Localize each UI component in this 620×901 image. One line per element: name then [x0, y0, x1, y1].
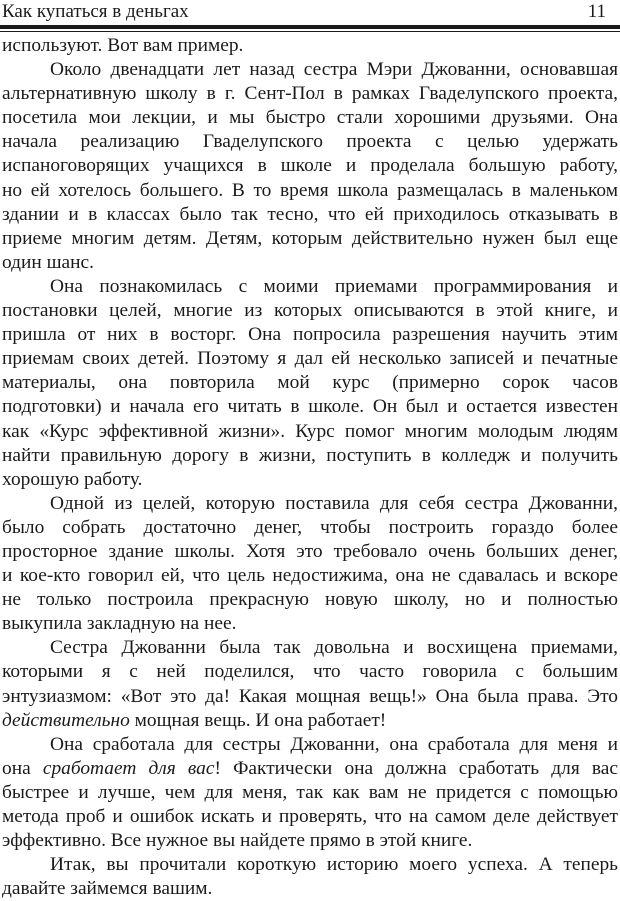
- text-line: Она сработала для сестры Джованни, она сработала для меня и: [50, 733, 618, 755]
- text-line: приемам своих детей. Поэтому я дал ей несколько записей и печатные: [2, 348, 618, 370]
- text-line: метода проб и ошибок искать и проверять, что на самом деле действует: [2, 806, 618, 827]
- text-line: испаноговорящих учащихся в школе и проделала большую работу,: [2, 155, 618, 177]
- emphasis-text: действительно: [2, 709, 130, 731]
- paragraph: [2, 58, 618, 275]
- text-fragment: мощная вещь. И она работает!: [129, 709, 387, 731]
- text-fragment: она: [2, 757, 43, 779]
- text-line: Итак, вы прочитали короткую историю моего успеха. А теперь: [50, 854, 618, 876]
- text-line: приеме многим детям. Детям, которым действительно нужен был еще: [2, 227, 618, 249]
- text-line: как «Курс эффективной жизни». Курс помог многим молодым людям: [2, 420, 618, 442]
- text-line: [2, 757, 618, 781]
- text-line: давайте займемся вашим.: [2, 878, 213, 900]
- text-line: подготовки) и начала его читать в школе. Он был и остается известен: [2, 396, 618, 418]
- text-line: [2, 709, 618, 733]
- text-line: посетила мои лекции, и мы быстро стали хорошими друзьями. Она: [2, 107, 618, 129]
- emphasis-text: сработает для вас: [42, 757, 215, 779]
- page-number: 11: [587, 1, 606, 22]
- paragraph: [2, 275, 618, 492]
- text-line: но ей хотелось большего. В то время школа размещалась в маленьком: [2, 179, 618, 201]
- text-line: просторное здание школы. Хотя это требовало очень больших денег,: [2, 540, 618, 562]
- text-line: хорошую работу.: [2, 468, 143, 490]
- text-line: не только построила прекрасную новую школу, но и полностью: [2, 589, 618, 611]
- text-line: начала реализацию Гваделупского проекта с целью удержать: [2, 131, 618, 153]
- paragraph: [2, 636, 618, 732]
- text-line: энтузиазмом: «Вот это да! Какая мощная вещь!» Она была права. Это: [2, 685, 618, 707]
- text-line: Одной из целей, которую поставила для себя сестра Джованни,: [50, 492, 618, 514]
- paragraph: [2, 492, 618, 637]
- text-line: Она познакомилась с моими приемами программирования и: [50, 275, 618, 297]
- body-text: [2, 34, 618, 901]
- text-line: Около двенадцати лет назад сестра Мэри Джованни, основавшая: [50, 59, 618, 81]
- running-header: [0, 0, 620, 26]
- paragraph: [2, 733, 618, 853]
- text-line: пришла от них в восторг. Она попросила разрешения научить этим: [2, 324, 618, 346]
- text-line: выкупила закладную на нее.: [2, 613, 237, 635]
- text-line: быстрее и лучше, чем для меня, так как вам не придется с помощью: [2, 781, 618, 803]
- text-line: альтернативную школу в г. Сент-Пол в рамках Гваделупского проекта,: [2, 83, 618, 105]
- text-line: которыми я с ней поделился, что часто говорила с большим: [2, 661, 618, 683]
- text-line: один шанс.: [2, 251, 94, 273]
- text-line: здании и в классах было так тесно, что ей приходилось отказывать в: [2, 203, 618, 225]
- text-fragment: ! Фактически она должна сработать для вас: [214, 757, 619, 779]
- text-line: постановки целей, многие из которых описываются в этой книге, и: [2, 300, 618, 322]
- paragraph: [2, 34, 618, 58]
- text-line: эффективно. Все нужное вы найдете прямо в этой книге.: [2, 830, 473, 852]
- paragraph: [2, 853, 618, 901]
- header-rule-thin: [0, 31, 620, 32]
- text-line: было собрать достаточно денег, чтобы построить гораздо более: [2, 516, 618, 538]
- text-line: материалы, она повторила мой курс (примерно сорок часов: [2, 372, 618, 394]
- running-title: Как купаться в деньгах: [2, 1, 189, 22]
- header-rule-thick: [0, 25, 620, 29]
- text-line: и кое-кто говорил ей, что цель недостижима, она не сдавалась и вскоре: [2, 565, 618, 587]
- text-line: найти правильную дорогу в жизни, поступить в колледж и получить: [2, 444, 618, 466]
- text-line: Сестра Джованни была так довольна и восхищена приемами,: [50, 637, 618, 659]
- text-line: используют. Вот вам пример.: [2, 35, 244, 56]
